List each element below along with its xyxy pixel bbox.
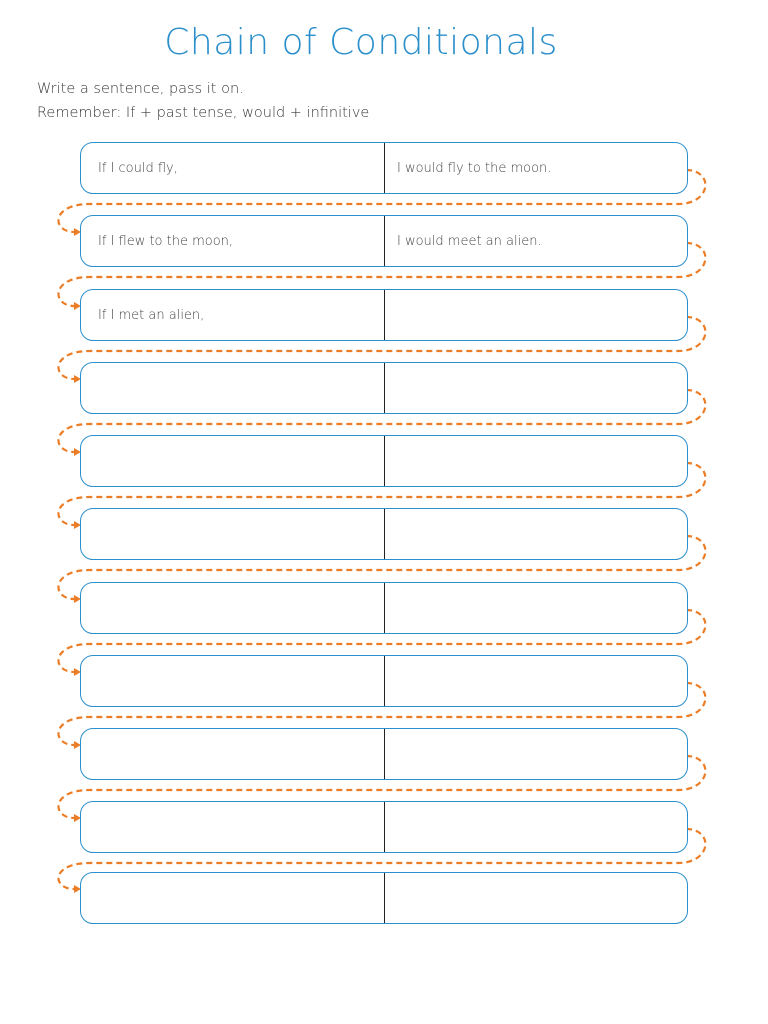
chain-row	[80, 582, 688, 634]
would-clause-cell[interactable]: I would meet an alien.	[397, 233, 542, 249]
row-divider	[384, 873, 385, 923]
row-divider	[384, 216, 385, 266]
if-clause-cell[interactable]: If I met an alien,	[98, 307, 205, 323]
chain-row	[80, 142, 688, 194]
would-clause-cell[interactable]: I would fly to the moon.	[397, 160, 552, 176]
chain-row	[80, 362, 688, 414]
row-divider	[384, 729, 385, 779]
row-divider	[384, 509, 385, 559]
chain-row	[80, 801, 688, 853]
chain-row	[80, 728, 688, 780]
chain-row	[80, 508, 688, 560]
row-divider	[384, 363, 385, 413]
chain-row	[80, 215, 688, 267]
row-divider	[384, 290, 385, 340]
chain-row	[80, 655, 688, 707]
chain-row	[80, 435, 688, 487]
row-divider	[384, 143, 385, 193]
row-divider	[384, 436, 385, 486]
row-divider	[384, 583, 385, 633]
if-clause-cell[interactable]: If I flew to the moon,	[98, 233, 234, 249]
row-divider	[384, 802, 385, 852]
instruction-line-2: Remember: If + past tense, would + infinitive	[37, 105, 370, 121]
if-clause-cell[interactable]: If I could fly,	[98, 160, 178, 176]
chain-row	[80, 289, 688, 341]
instruction-line-1: Write a sentence, pass it on.	[37, 81, 244, 97]
chain-row	[80, 872, 688, 924]
page-title: Chain of Conditionals	[164, 22, 558, 63]
row-divider	[384, 656, 385, 706]
